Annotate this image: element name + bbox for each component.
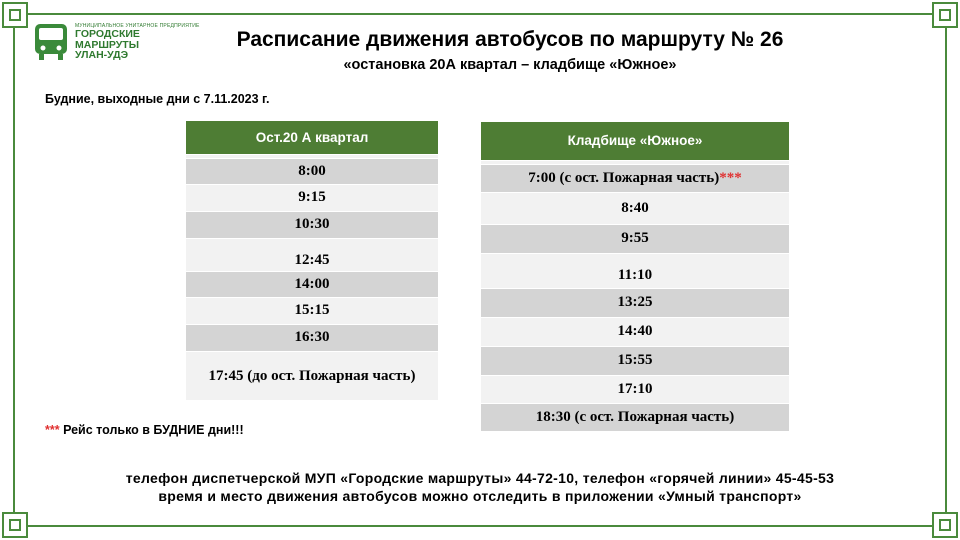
departure-time (481, 164, 789, 192)
departure-time: 15:55 (481, 346, 789, 375)
departure-time: 8:40 (481, 192, 789, 224)
frame-corner-bottom-left (2, 512, 28, 538)
departure-time: 13:25 (481, 288, 789, 317)
footnote (45, 423, 244, 437)
departure-time: 15:15 (186, 297, 438, 324)
departure-time: 16:30 (186, 324, 438, 351)
footer-phones: телефон диспетчерской МУП «Городские маршруты» 44-72-10, телефон «горячей линии» 45-45-53 (125, 470, 835, 486)
schedule-table-20a (186, 121, 438, 400)
departure-time: 18:30 (с ост. Пожарная часть) (481, 403, 789, 431)
table-header: Ост.20 А квартал (186, 121, 438, 154)
footnote-marker: *** (45, 423, 60, 437)
departure-time-text: 7:00 (с ост. Пожарная часть) (528, 169, 720, 186)
logo-line-3: УЛАН-УДЭ (75, 49, 129, 61)
frame-corner-top-right (932, 2, 958, 28)
frame-corner-bottom-right (932, 512, 958, 538)
logo-line-2: МАРШРУТЫ (75, 38, 139, 51)
frame-top-line (28, 13, 932, 15)
frame-corner-top-left (2, 2, 28, 28)
departure-time: 14:00 (186, 271, 438, 297)
company-logo (33, 23, 200, 65)
validity-note: Будние, выходные дни с 7.11.2023 г. (45, 92, 270, 106)
table-header: Кладбище «Южное» (481, 122, 789, 160)
frame-right-line (945, 28, 947, 512)
footnote-text: Рейс только в БУДНИЕ дни!!! (63, 423, 244, 437)
logo-org-type: МУНИЦИПАЛЬНОЕ УНИТАРНОЕ ПРЕДПРИЯТИЕ (75, 23, 200, 29)
footer-app-note: время и место движения автобусов можно отследить в приложении «Умный транспорт» (158, 488, 802, 504)
departure-time: 12:45 (186, 238, 438, 271)
logo-line-1: ГОРОДСКИЕ (75, 28, 140, 40)
page-title: Расписание движения автобусов по маршруту № 26 (236, 28, 784, 51)
frame-bottom-line (28, 525, 932, 527)
departure-time: 9:55 (481, 224, 789, 253)
departure-time: 14:40 (481, 317, 789, 346)
page-subtitle: «остановка 20А квартал – кладбище «Южное» (343, 57, 677, 73)
departure-time: 11:10 (481, 253, 789, 288)
departure-time: 17:10 (481, 375, 789, 403)
departure-time: 10:30 (186, 211, 438, 238)
departure-time: 8:00 (186, 158, 438, 184)
departure-time: 9:15 (186, 184, 438, 211)
schedule-table-cemetery (481, 122, 789, 431)
bus-icon (33, 23, 69, 61)
weekday-only-marker: *** (719, 169, 742, 186)
frame-left-line (13, 28, 15, 512)
departure-time: 17:45 (до ост. Пожарная часть) (186, 351, 438, 400)
